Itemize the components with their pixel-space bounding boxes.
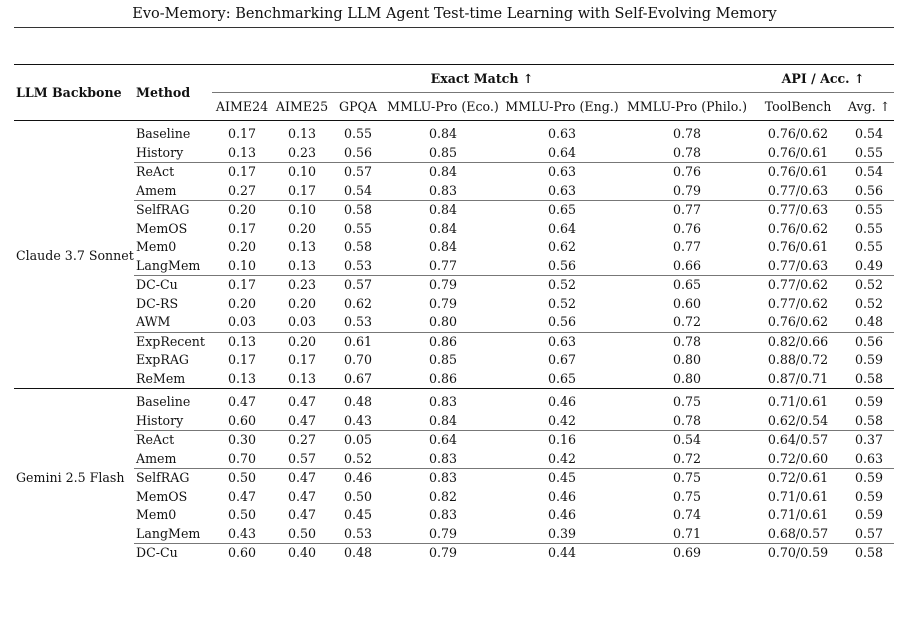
method-cell: AWM	[136, 314, 171, 329]
value-cell: 0.68/0.57	[767, 525, 829, 541]
value-cell: 0.60	[673, 295, 702, 311]
method-cell: DC-Cu	[134, 276, 212, 295]
value-cell: 0.84	[428, 220, 458, 236]
value-cell: 0.79	[384, 276, 502, 295]
value-cell: 0.82/0.66	[752, 332, 844, 351]
value-cell: 0.62/0.54	[767, 412, 829, 428]
value-cell: 0.84	[428, 239, 458, 254]
value-cell: 0.65	[547, 370, 577, 386]
value-cell: 0.64	[547, 144, 577, 160]
value-cell: 0.75	[622, 389, 752, 412]
value-cell: 0.27	[227, 182, 257, 198]
header-avg: Avg. ↑	[847, 99, 891, 114]
value-cell: 0.47	[287, 507, 317, 522]
table-row	[14, 144, 894, 163]
value-cell: 0.80	[673, 370, 702, 386]
value-cell: 0.17	[212, 276, 272, 295]
value-cell: 0.42	[547, 450, 577, 466]
value-cell: 0.61	[332, 332, 384, 351]
value-cell: 0.83	[384, 389, 502, 412]
value-cell: 0.76/0.61	[767, 144, 829, 160]
value-cell: 0.76/0.61	[752, 163, 844, 182]
value-cell: 0.46	[332, 469, 384, 488]
table-row	[14, 313, 894, 332]
table-row	[14, 544, 894, 563]
value-cell: 0.20	[287, 220, 317, 236]
value-cell: 0.52	[547, 295, 577, 311]
value-cell: 0.59	[855, 507, 884, 522]
value-cell: 0.48	[332, 389, 384, 412]
value-cell: 0.58	[855, 412, 884, 428]
value-cell: 0.17	[212, 121, 272, 144]
value-cell: 0.76	[673, 220, 702, 236]
value-cell: 0.10	[227, 257, 257, 273]
value-cell: 0.17	[227, 352, 257, 367]
method-cell: DC-RS	[136, 295, 179, 311]
value-cell: 0.10	[272, 201, 332, 220]
value-cell: 0.46	[502, 389, 622, 412]
value-cell: 0.74	[673, 507, 702, 522]
method-cell: MemOS	[136, 488, 188, 504]
value-cell: 0.71/0.61	[752, 389, 844, 412]
value-cell: 0.67	[547, 352, 577, 367]
method-cell: SelfRAG	[134, 201, 212, 220]
value-cell: 0.70	[227, 450, 257, 466]
value-cell: 0.77/0.63	[752, 201, 844, 220]
value-cell: 0.77/0.63	[767, 257, 829, 273]
value-cell: 0.83	[428, 450, 458, 466]
value-cell: 0.70	[343, 352, 373, 367]
value-cell: 0.52	[844, 276, 894, 295]
table-row	[14, 412, 894, 431]
value-cell: 0.54	[343, 182, 373, 198]
header-gpqa: GPQA	[339, 99, 377, 114]
value-cell: 0.43	[343, 412, 373, 428]
value-cell: 0.57	[332, 276, 384, 295]
value-cell: 0.66	[673, 257, 702, 273]
value-cell: 0.55	[855, 144, 884, 160]
value-cell: 0.47	[272, 389, 332, 412]
value-cell: 0.47	[287, 412, 317, 428]
value-cell: 0.40	[272, 544, 332, 563]
method-cell: ReMem	[136, 370, 186, 386]
table-row	[14, 469, 894, 488]
value-cell: 0.56	[547, 314, 577, 329]
value-cell: 0.70/0.59	[752, 544, 844, 563]
value-cell: 0.71/0.61	[767, 507, 829, 522]
value-cell: 0.13	[272, 121, 332, 144]
value-cell: 0.52	[502, 276, 622, 295]
value-cell: 0.43	[227, 525, 257, 541]
value-cell: 0.78	[673, 412, 702, 428]
value-cell: 0.86	[384, 332, 502, 351]
table-row	[14, 276, 894, 295]
method-cell: Baseline	[134, 389, 212, 412]
value-cell: 0.76/0.62	[752, 121, 844, 144]
table-row	[14, 121, 894, 144]
value-cell: 0.78	[622, 121, 752, 144]
method-cell: DC-Cu	[134, 544, 212, 563]
value-cell: 0.17	[227, 220, 257, 236]
value-cell: 0.72	[673, 314, 702, 329]
value-cell: 0.20	[227, 295, 257, 311]
value-cell: 0.48	[855, 314, 884, 329]
table-row	[14, 389, 894, 412]
value-cell: 0.42	[547, 412, 577, 428]
header-llm-backbone: LLM Backbone	[14, 65, 134, 121]
header-exact-match: Exact Match ↑	[212, 65, 752, 93]
value-cell: 0.64	[384, 431, 502, 450]
table-row	[14, 182, 894, 201]
value-cell: 0.53	[343, 525, 373, 541]
value-cell: 0.54	[622, 431, 752, 450]
value-cell: 0.72	[673, 450, 702, 466]
value-cell: 0.59	[844, 469, 894, 488]
header-mmlu-eng: MMLU-Pro (Eng.)	[505, 99, 619, 114]
value-cell: 0.57	[332, 163, 384, 182]
value-cell: 0.83	[384, 469, 502, 488]
value-cell: 0.63	[547, 182, 577, 198]
value-cell: 0.13	[287, 370, 317, 386]
value-cell: 0.48	[332, 544, 384, 563]
value-cell: 0.67	[343, 370, 373, 386]
value-cell: 0.76/0.62	[767, 314, 829, 329]
value-cell: 0.45	[343, 507, 373, 522]
header-toolbench: ToolBench	[764, 99, 832, 114]
value-cell: 0.78	[622, 332, 752, 351]
value-cell: 0.65	[622, 276, 752, 295]
value-cell: 0.54	[844, 121, 894, 144]
value-cell: 0.52	[855, 295, 884, 311]
value-cell: 0.79	[428, 295, 458, 311]
value-cell: 0.71	[673, 525, 702, 541]
value-cell: 0.56	[844, 332, 894, 351]
value-cell: 0.23	[287, 144, 317, 160]
value-cell: 0.52	[343, 450, 373, 466]
value-cell: 0.63	[855, 450, 884, 466]
method-cell: Baseline	[134, 121, 212, 144]
value-cell: 0.46	[547, 507, 577, 522]
table-row	[14, 506, 894, 525]
value-cell: 0.62	[343, 295, 373, 311]
method-cell: ExpRecent	[134, 332, 212, 351]
value-cell: 0.27	[272, 431, 332, 450]
value-cell: 0.63	[502, 121, 622, 144]
method-cell: Amem	[136, 450, 177, 466]
value-cell: 0.17	[212, 163, 272, 182]
value-cell: 0.50	[287, 525, 317, 541]
method-cell: ReAct	[134, 431, 212, 450]
value-cell: 0.13	[227, 370, 257, 386]
header-mmlu-philo: MMLU-Pro (Philo.)	[627, 99, 748, 114]
value-cell: 0.58	[332, 201, 384, 220]
value-cell: 0.47	[212, 389, 272, 412]
value-cell: 0.64/0.57	[752, 431, 844, 450]
value-cell: 0.71/0.61	[767, 488, 829, 504]
header-api-acc: API / Acc. ↑	[752, 65, 894, 93]
value-cell: 0.05	[332, 431, 384, 450]
method-cell: MemOS	[136, 220, 188, 236]
value-cell: 0.56	[547, 257, 577, 273]
header-mmlu-eco: MMLU-Pro (Eco.)	[387, 99, 499, 114]
header-method: Method	[134, 65, 212, 121]
value-cell: 0.83	[428, 507, 458, 522]
value-cell: 0.79	[428, 525, 458, 541]
value-cell: 0.55	[855, 239, 884, 254]
value-cell: 0.49	[855, 257, 884, 273]
value-cell: 0.88/0.72	[767, 352, 829, 367]
value-cell: 0.20	[212, 201, 272, 220]
method-cell: ExpRAG	[136, 352, 189, 367]
header-aime25: AIME25	[275, 99, 329, 114]
table-row	[14, 238, 894, 257]
value-cell: 0.54	[844, 163, 894, 182]
method-cell: History	[136, 144, 184, 160]
value-cell: 0.58	[343, 239, 373, 254]
value-cell: 0.83	[428, 182, 458, 198]
method-cell: LangMem	[136, 525, 201, 541]
method-cell: History	[136, 412, 184, 428]
value-cell: 0.13	[212, 332, 272, 351]
value-cell: 0.57	[287, 450, 317, 466]
value-cell: 0.50	[212, 469, 272, 488]
value-cell: 0.60	[227, 412, 257, 428]
value-cell: 0.16	[502, 431, 622, 450]
value-cell: 0.59	[855, 352, 884, 367]
method-cell: SelfRAG	[134, 469, 212, 488]
value-cell: 0.55	[855, 220, 884, 236]
value-cell: 0.17	[287, 352, 317, 367]
value-cell: 0.75	[673, 488, 702, 504]
method-cell: Amem	[136, 182, 177, 198]
method-cell: ReAct	[134, 163, 212, 182]
value-cell: 0.44	[502, 544, 622, 563]
backbone-cell: Claude 3.7 Sonnet	[14, 121, 134, 389]
value-cell: 0.55	[844, 201, 894, 220]
value-cell: 0.03	[227, 314, 257, 329]
value-cell: 0.23	[272, 276, 332, 295]
value-cell: 0.63	[502, 332, 622, 351]
value-cell: 0.56	[343, 144, 373, 160]
value-cell: 0.50	[227, 507, 257, 522]
value-cell: 0.53	[343, 257, 373, 273]
value-cell: 0.20	[287, 295, 317, 311]
table-row	[14, 351, 894, 370]
value-cell: 0.46	[547, 488, 577, 504]
value-cell: 0.55	[332, 121, 384, 144]
table-row	[14, 163, 894, 182]
value-cell: 0.85	[428, 352, 458, 367]
value-cell: 0.53	[343, 314, 373, 329]
table-row	[14, 332, 894, 351]
table-row	[14, 201, 894, 220]
value-cell: 0.59	[844, 389, 894, 412]
value-cell: 0.86	[428, 370, 458, 386]
value-cell: 0.55	[343, 220, 373, 236]
table-row	[14, 257, 894, 276]
value-cell: 0.72/0.61	[752, 469, 844, 488]
value-cell: 0.63	[502, 163, 622, 182]
method-cell: Mem0	[136, 239, 177, 254]
value-cell: 0.77/0.62	[767, 295, 829, 311]
header-rule	[14, 27, 894, 28]
header-aime24: AIME24	[215, 99, 269, 114]
value-cell: 0.17	[287, 182, 317, 198]
value-cell: 0.45	[502, 469, 622, 488]
value-cell: 0.80	[673, 352, 702, 367]
value-cell: 0.84	[384, 201, 502, 220]
table-row	[14, 370, 894, 389]
value-cell: 0.13	[287, 257, 317, 273]
value-cell: 0.57	[855, 525, 884, 541]
value-cell: 0.59	[855, 488, 884, 504]
table-row	[14, 525, 894, 544]
value-cell: 0.37	[844, 431, 894, 450]
value-cell: 0.79	[673, 182, 702, 198]
page-header: Evo-Memory: Benchmarking LLM Agent Test-time Learning with Self-Evolving Memory	[132, 6, 777, 22]
value-cell: 0.87/0.71	[767, 370, 829, 386]
value-cell: 0.58	[844, 544, 894, 563]
value-cell: 0.47	[287, 488, 317, 504]
value-cell: 0.69	[622, 544, 752, 563]
value-cell: 0.77	[428, 257, 458, 273]
value-cell: 0.39	[547, 525, 577, 541]
table-row	[14, 488, 894, 507]
value-cell: 0.85	[428, 144, 458, 160]
value-cell: 0.62	[547, 239, 577, 254]
value-cell: 0.20	[227, 239, 257, 254]
value-cell: 0.58	[855, 370, 884, 386]
value-cell: 0.84	[384, 121, 502, 144]
value-cell: 0.76/0.62	[767, 220, 829, 236]
value-cell: 0.65	[502, 201, 622, 220]
value-cell: 0.75	[622, 469, 752, 488]
table-row	[14, 295, 894, 314]
value-cell: 0.30	[212, 431, 272, 450]
value-cell: 0.72/0.60	[767, 450, 829, 466]
value-cell: 0.47	[272, 469, 332, 488]
value-cell: 0.80	[428, 314, 458, 329]
value-cell: 0.20	[272, 332, 332, 351]
value-cell: 0.13	[287, 239, 317, 254]
results-table	[14, 64, 894, 563]
table-row	[14, 431, 894, 450]
value-cell: 0.77/0.62	[752, 276, 844, 295]
value-cell: 0.56	[855, 182, 884, 198]
value-cell: 0.84	[428, 412, 458, 428]
method-cell: Mem0	[136, 507, 177, 522]
value-cell: 0.64	[547, 220, 577, 236]
value-cell: 0.79	[384, 544, 502, 563]
value-cell: 0.77	[622, 201, 752, 220]
value-cell: 0.50	[343, 488, 373, 504]
value-cell: 0.76/0.61	[767, 239, 829, 254]
value-cell: 0.82	[428, 488, 458, 504]
value-cell: 0.78	[673, 144, 702, 160]
value-cell: 0.13	[227, 144, 257, 160]
table-row	[14, 450, 894, 469]
value-cell: 0.47	[227, 488, 257, 504]
value-cell: 0.77/0.63	[767, 182, 829, 198]
value-cell: 0.76	[622, 163, 752, 182]
backbone-cell: Gemini 2.5 Flash	[14, 389, 134, 563]
value-cell: 0.10	[272, 163, 332, 182]
value-cell: 0.77	[673, 239, 702, 254]
value-cell: 0.84	[384, 163, 502, 182]
results-body	[14, 121, 894, 563]
value-cell: 0.03	[287, 314, 317, 329]
table-row	[14, 220, 894, 239]
value-cell: 0.60	[212, 544, 272, 563]
method-cell: LangMem	[136, 257, 201, 273]
